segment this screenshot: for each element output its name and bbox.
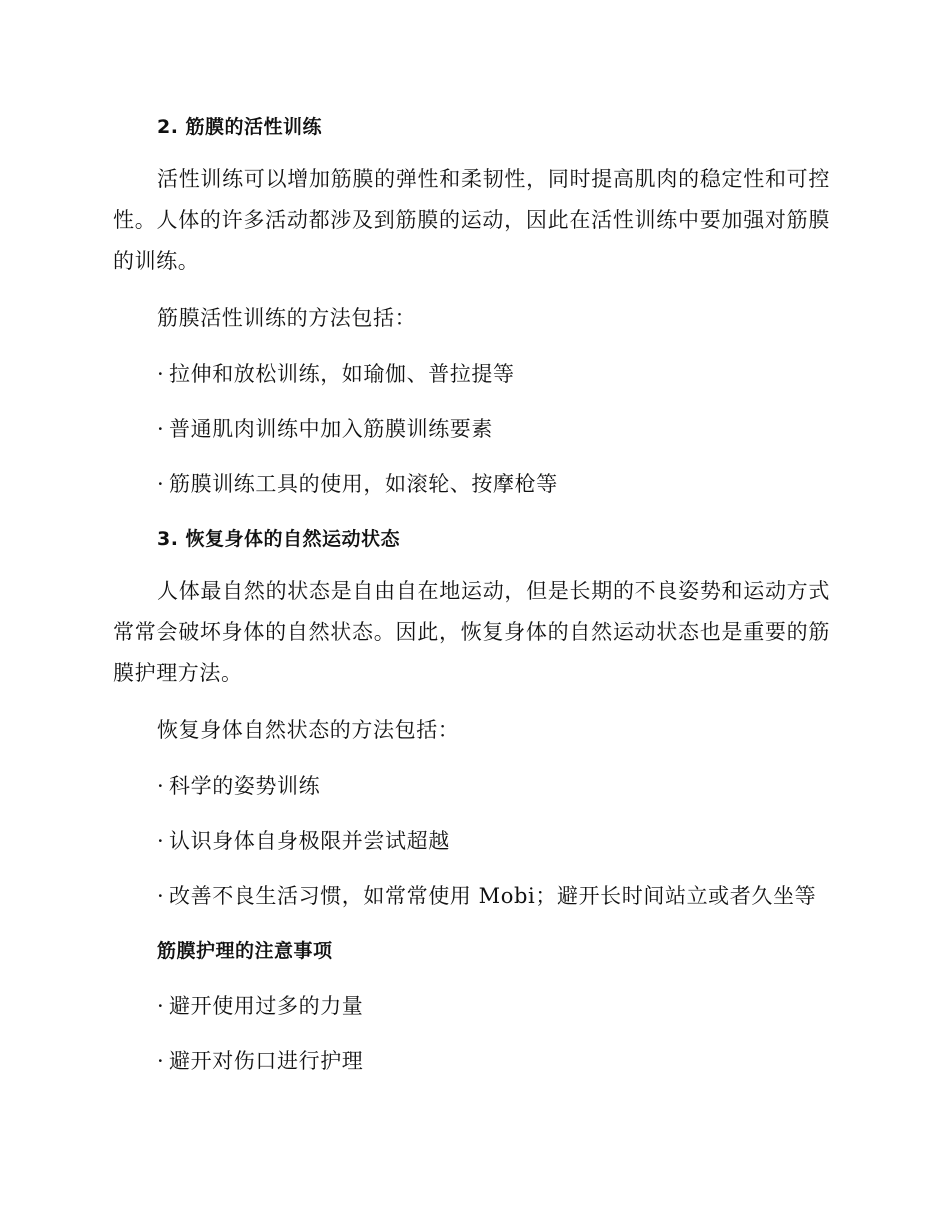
bullet-icon: ·	[157, 1049, 165, 1073]
notes-list-item	[113, 1042, 830, 1081]
list-item-text: 认识身体自身极限并尝试超越	[169, 829, 450, 853]
bullet-icon: ·	[157, 774, 165, 798]
list-item-text: 普通肌肉训练中加入筋膜训练要素	[169, 417, 493, 441]
bullet-icon: ·	[157, 472, 165, 496]
section-3-list-item	[113, 877, 830, 916]
bullet-icon: ·	[157, 829, 165, 853]
section-2-paragraph: 活性训练可以增加筋膜的弹性和柔韧性，同时提高肌肉的稳定性和可控性。人体的许多活动都涉及到筋膜的运动，因此在活性训练中要加强对筋膜的训练。	[113, 167, 830, 273]
list-item-text: 避开使用过多的力量	[169, 994, 364, 1018]
section-3-list-item	[113, 822, 830, 861]
notes-list-item	[113, 987, 830, 1026]
section-3-methods-intro: 恢复身体自然状态的方法包括：	[157, 718, 460, 742]
document-page	[113, 108, 830, 1081]
section-2-list-item	[113, 355, 830, 394]
section-2-methods-intro: 筋膜活性训练的方法包括：	[157, 306, 417, 330]
bullet-icon: ·	[157, 994, 165, 1018]
bullet-icon: ·	[157, 362, 165, 386]
list-item-text: 科学的姿势训练	[169, 774, 321, 798]
section-3-heading: 3. 恢复身体的自然运动状态	[157, 528, 401, 550]
section-2-heading: 2. 筋膜的活性训练	[157, 116, 323, 138]
notes-heading: 筋膜护理的注意事项	[157, 940, 333, 962]
list-item-text: 避开对伤口进行护理	[169, 1049, 364, 1073]
section-3-list-item	[113, 767, 830, 806]
section-3-paragraph: 人体最自然的状态是自由自在地运动，但是长期的不良姿势和运动方式常常会破坏身体的自然状态。因此，恢复身体的自然运动状态也是重要的筋膜护理方法。	[113, 579, 830, 685]
section-2-list-item	[113, 410, 830, 449]
list-item-text: 改善不良生活习惯，如常常使用 Mobi；避开长时间站立或者久坐等	[169, 884, 817, 908]
section-2-list-item	[113, 465, 830, 504]
bullet-icon: ·	[157, 884, 165, 908]
bullet-icon: ·	[157, 417, 165, 441]
list-item-text: 拉伸和放松训练，如瑜伽、普拉提等	[169, 362, 515, 386]
list-item-text: 筋膜训练工具的使用，如滚轮、按摩枪等	[169, 472, 558, 496]
